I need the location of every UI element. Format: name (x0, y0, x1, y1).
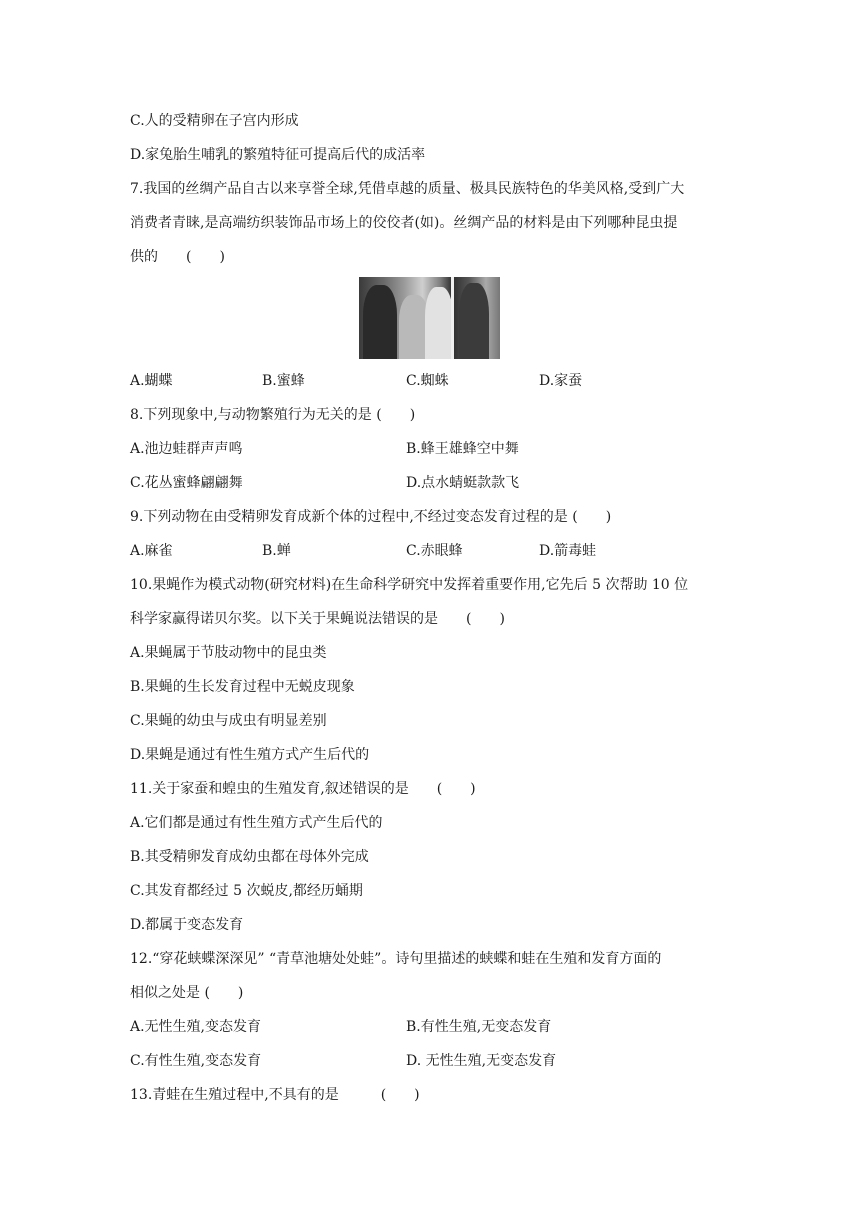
q9-option-a: A.麻雀 (130, 543, 173, 559)
q11-option-d: D.都属于变态发育 (130, 917, 244, 933)
q7-option-c: C.蜘蛛 (406, 373, 449, 389)
q8-option-b: B.蜂王雄蜂空中舞 (406, 441, 519, 457)
q11-option-b: B.其受精卵发育成幼虫都在母体外完成 (130, 849, 369, 865)
q7-stem-line3: 供的 ( ) (130, 249, 225, 265)
q7-stem-line2: 消费者青睐,是高端纺织装饰品市场上的佼佼者(如)。丝绸产品的材料是由下列哪种昆虫提 (130, 215, 678, 231)
q12-stem-line2: 相似之处是 ( ) (130, 985, 244, 1001)
q6-option-c: C.人的受精卵在子宫内形成 (130, 113, 299, 129)
q12-stem-line1: 12.“穿花蛱蝶深深见” “青草池塘处处蛙”。诗句里描述的蛱蝶和蛙在生殖和发育方面的 (130, 951, 662, 967)
q10-option-d: D.果蝇是通过有性生殖方式产生后代的 (130, 747, 370, 763)
q7-option-b: B.蜜蜂 (262, 373, 305, 389)
q7-stem-line1: 7.我国的丝绸产品自古以来享誉全球,凭借卓越的质量、极具民族特色的华美风格,受到广大 (130, 181, 685, 197)
q9-option-d: D.箭毒蛙 (539, 543, 597, 559)
q9-option-b: B.蝉 (262, 543, 291, 559)
q13-stem: 13.青蛙在生殖过程中,不具有的是 ( ) (130, 1087, 420, 1103)
q8-stem: 8.下列现象中,与动物繁殖行为无关的是 ( ) (130, 407, 416, 423)
q8-option-c: C.花丛蜜蜂翩翩舞 (130, 475, 243, 491)
q10-stem-line2: 科学家赢得诺贝尔奖。以下关于果蝇说法错误的是 ( ) (130, 611, 505, 627)
q9-stem: 9.下列动物在由受精卵发育成新个体的过程中,不经过变态发育过程的是 ( ) (130, 509, 612, 525)
q11-stem: 11.关于家蚕和蝗虫的生殖发育,叙述错误的是 ( ) (130, 781, 476, 797)
q7-option-a: A.蝴蝶 (130, 373, 173, 389)
q12-option-c: C.有性生殖,变态发育 (130, 1053, 262, 1069)
q10-option-b: B.果蝇的生长发育过程中无蜕皮现象 (130, 679, 355, 695)
q8-option-d: D.点水蜻蜓款款飞 (406, 475, 520, 491)
q10-option-a: A.果蝇属于节肢动物中的昆虫类 (130, 645, 327, 661)
q8-option-a: A.池边蛙群声声鸣 (130, 441, 243, 457)
q6-option-d: D.家兔胎生哺乳的繁殖特征可提高后代的成活率 (130, 147, 426, 163)
q12-option-d: D. 无性生殖,无变态发育 (406, 1053, 557, 1069)
q9-option-c: C.赤眼蜂 (406, 543, 463, 559)
q10-stem-line1: 10.果蝇作为模式动物(研究材料)在生命科学研究中发挥着重要作用,它先后 5 次帮助 10 位 (130, 577, 689, 593)
q11-option-c: C.其发育都经过 5 次蜕皮,都经历蛹期 (130, 883, 363, 899)
q11-option-a: A.它们都是通过有性生殖方式产生后代的 (130, 815, 383, 831)
q7-option-d: D.家蚕 (539, 373, 583, 389)
q12-option-a: A.无性生殖,变态发育 (130, 1019, 262, 1035)
silk-dress-photo (359, 277, 500, 359)
q12-option-b: B.有性生殖,无变态发育 (406, 1019, 552, 1035)
q10-option-c: C.果蝇的幼虫与成虫有明显差别 (130, 713, 327, 729)
